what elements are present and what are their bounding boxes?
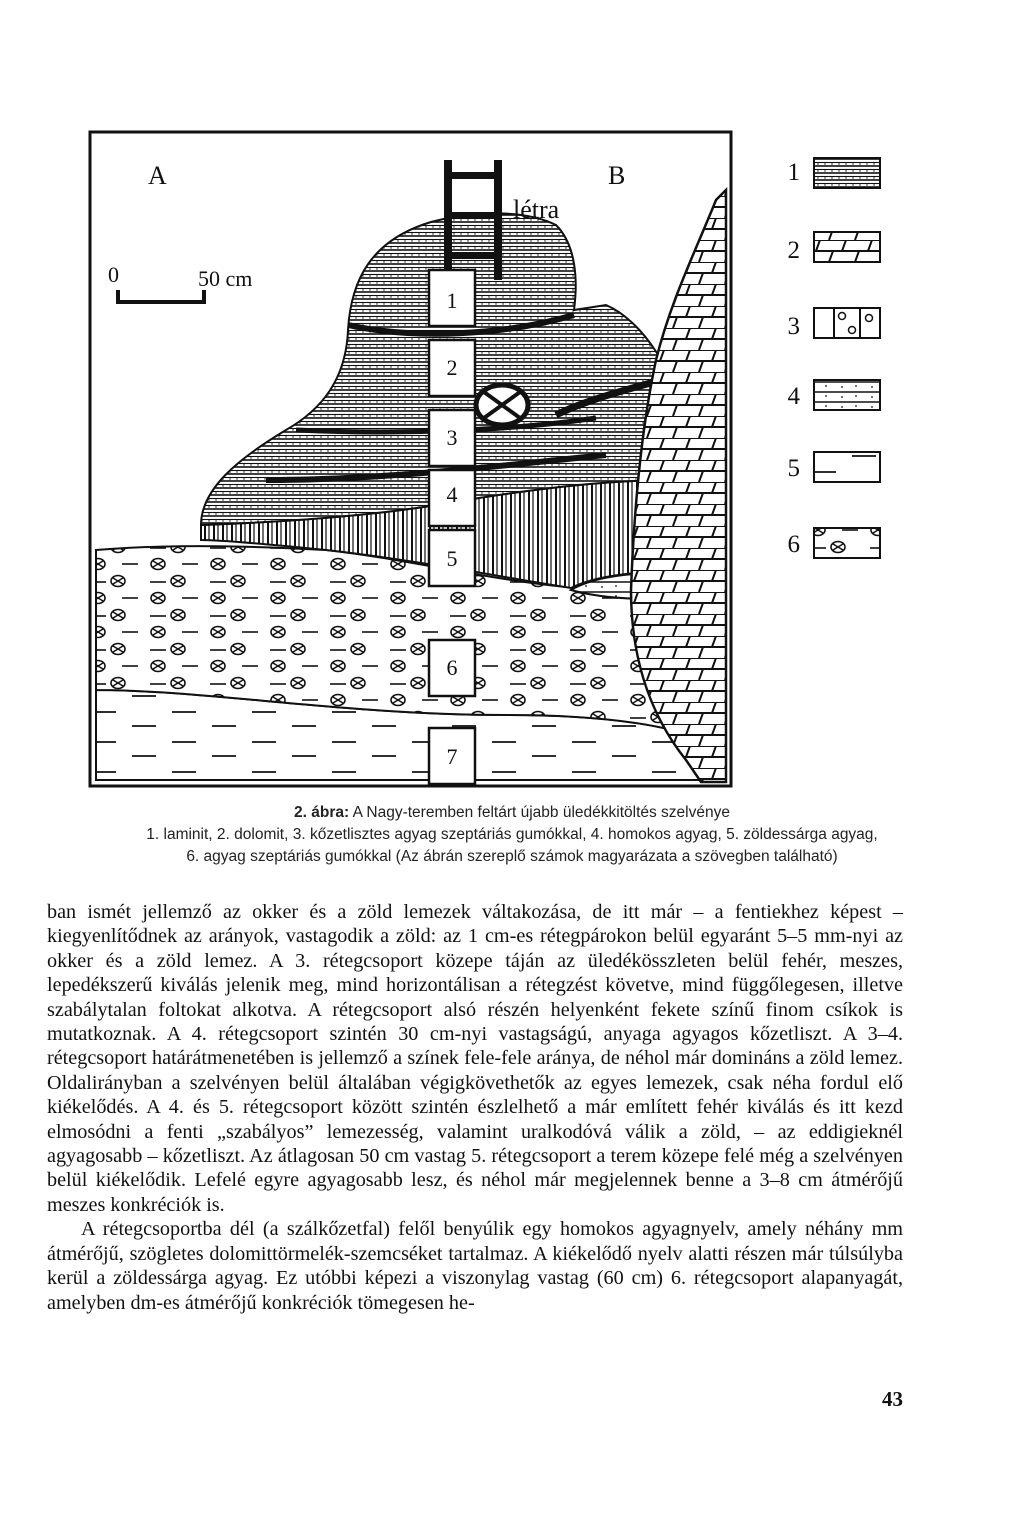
layer-number-2: 2 — [446, 355, 458, 380]
figure-number: 2. ábra: — [294, 804, 350, 821]
layer-number-6: 6 — [446, 655, 458, 680]
legend-number-1: 1 — [787, 159, 800, 186]
legend-number-2: 2 — [787, 237, 800, 264]
section-diagram — [86, 130, 906, 790]
body-text — [47, 900, 903, 1315]
layer-number-4: 4 — [446, 482, 458, 507]
legend-number-4: 4 — [787, 383, 800, 410]
legend — [788, 158, 881, 558]
label-b: B — [608, 161, 626, 190]
scale-length: 50 cm — [198, 266, 253, 291]
figure-caption — [40, 802, 984, 868]
paragraph-1: ban ismét jellemző az okker és a zöld lemezek váltakozása, de itt már – a fentiekhez képest – kiegyenlítődnek az arányok, vastagodik a zöld: az 1 cm-es rétegpárokon belül egyaránt 5–5 mm-nyi az okker és a zöld lemez. A 3. rétegcsoport közepe táján az üledékösszleten belül fehér, meszes, lepedékszerű kiválás jelenik meg, mind horizontálisan a rétegzést követve, mind függőlegesen, illetve szabálytalan foltokat alkotva. A rétegcsoport alsó részén helyenként fekete színű finom csíkok is mutatkoznak. A 4. rétegcsoport szintén 30 cm-nyi vastagságú, anyaga agyagos kőzetliszt. A 3–4. rétegcsoport határátmenetében is jellemző a színek fele-fele aránya, de néhol már domináns a zöld lemez. Oldalirányban a szelvényen belül általában végigkövethetők az egyes lemezek, csak néha fordul elő kiékelődés. A 4. és 5. rétegcsoport között szintén észlelhető a már említett fehér kiválás és itt kezd elmosódni a fenti „szabályos” lemezesség, valamint uralkodóvá válik a zöld, – az eddigieknél agyagosabb – kőzetliszt. Az átlagosan 50 cm vastag 5. rétegcsoport a terem közepe felé még a szelvényen belül kiékelődik. Lefelé egyre agyagosabb lesz, és néhol már megjelennek benne a 3–8 cm átmérőjű meszes konkréciók is. — [47, 901, 903, 1216]
figure-title: A Nagy-teremben feltárt újabb üledékkitöltés szelvénye — [352, 804, 730, 821]
ladder-label: létra — [513, 195, 560, 224]
layer-number-7: 7 — [446, 744, 458, 769]
legend-number-5: 5 — [787, 455, 800, 482]
label-a: A — [148, 161, 167, 190]
paragraph-2: A rétegcsoportba dél (a szálkőzetfal) felől benyúlik egy homokos agyagnyelv, amely néhány mm átmérőjű, szögletes dolomittörmelék-szemcséket tartalmaz. A kiékelődő nyelv alatti részen már túlsúlyba kerül a zöldessárga agyag. Ez utóbbi képezi a viszonylag vastag (60 cm) 6. rétegcsoport alapanyagát, amelyben dm-es átmérőjű konkréciók tömegesen he- — [47, 1218, 903, 1314]
page-number: 43 — [882, 1387, 903, 1411]
caption-title-line — [40, 802, 984, 824]
layer-number-3: 3 — [446, 425, 458, 450]
scale-zero: 0 — [108, 262, 119, 287]
legend-number-6: 6 — [787, 531, 800, 558]
caption-legend-line-1: 1. laminit, 2. dolomit, 3. kőzetlisztes agyag szeptáriás gumókkal, 4. homokos agyag, 5. zöldessárga agyag, — [146, 826, 878, 843]
stratigraphic-section-figure — [86, 130, 906, 790]
legend-number-3: 3 — [787, 313, 800, 340]
caption-legend-line-2: 6. agyag szeptáriás gumókkal (Az ábrán szereplő számok magyarázata a szövegben található) — [186, 848, 838, 865]
layer-number-5: 5 — [446, 546, 458, 571]
layer-number-1: 1 — [446, 288, 458, 313]
